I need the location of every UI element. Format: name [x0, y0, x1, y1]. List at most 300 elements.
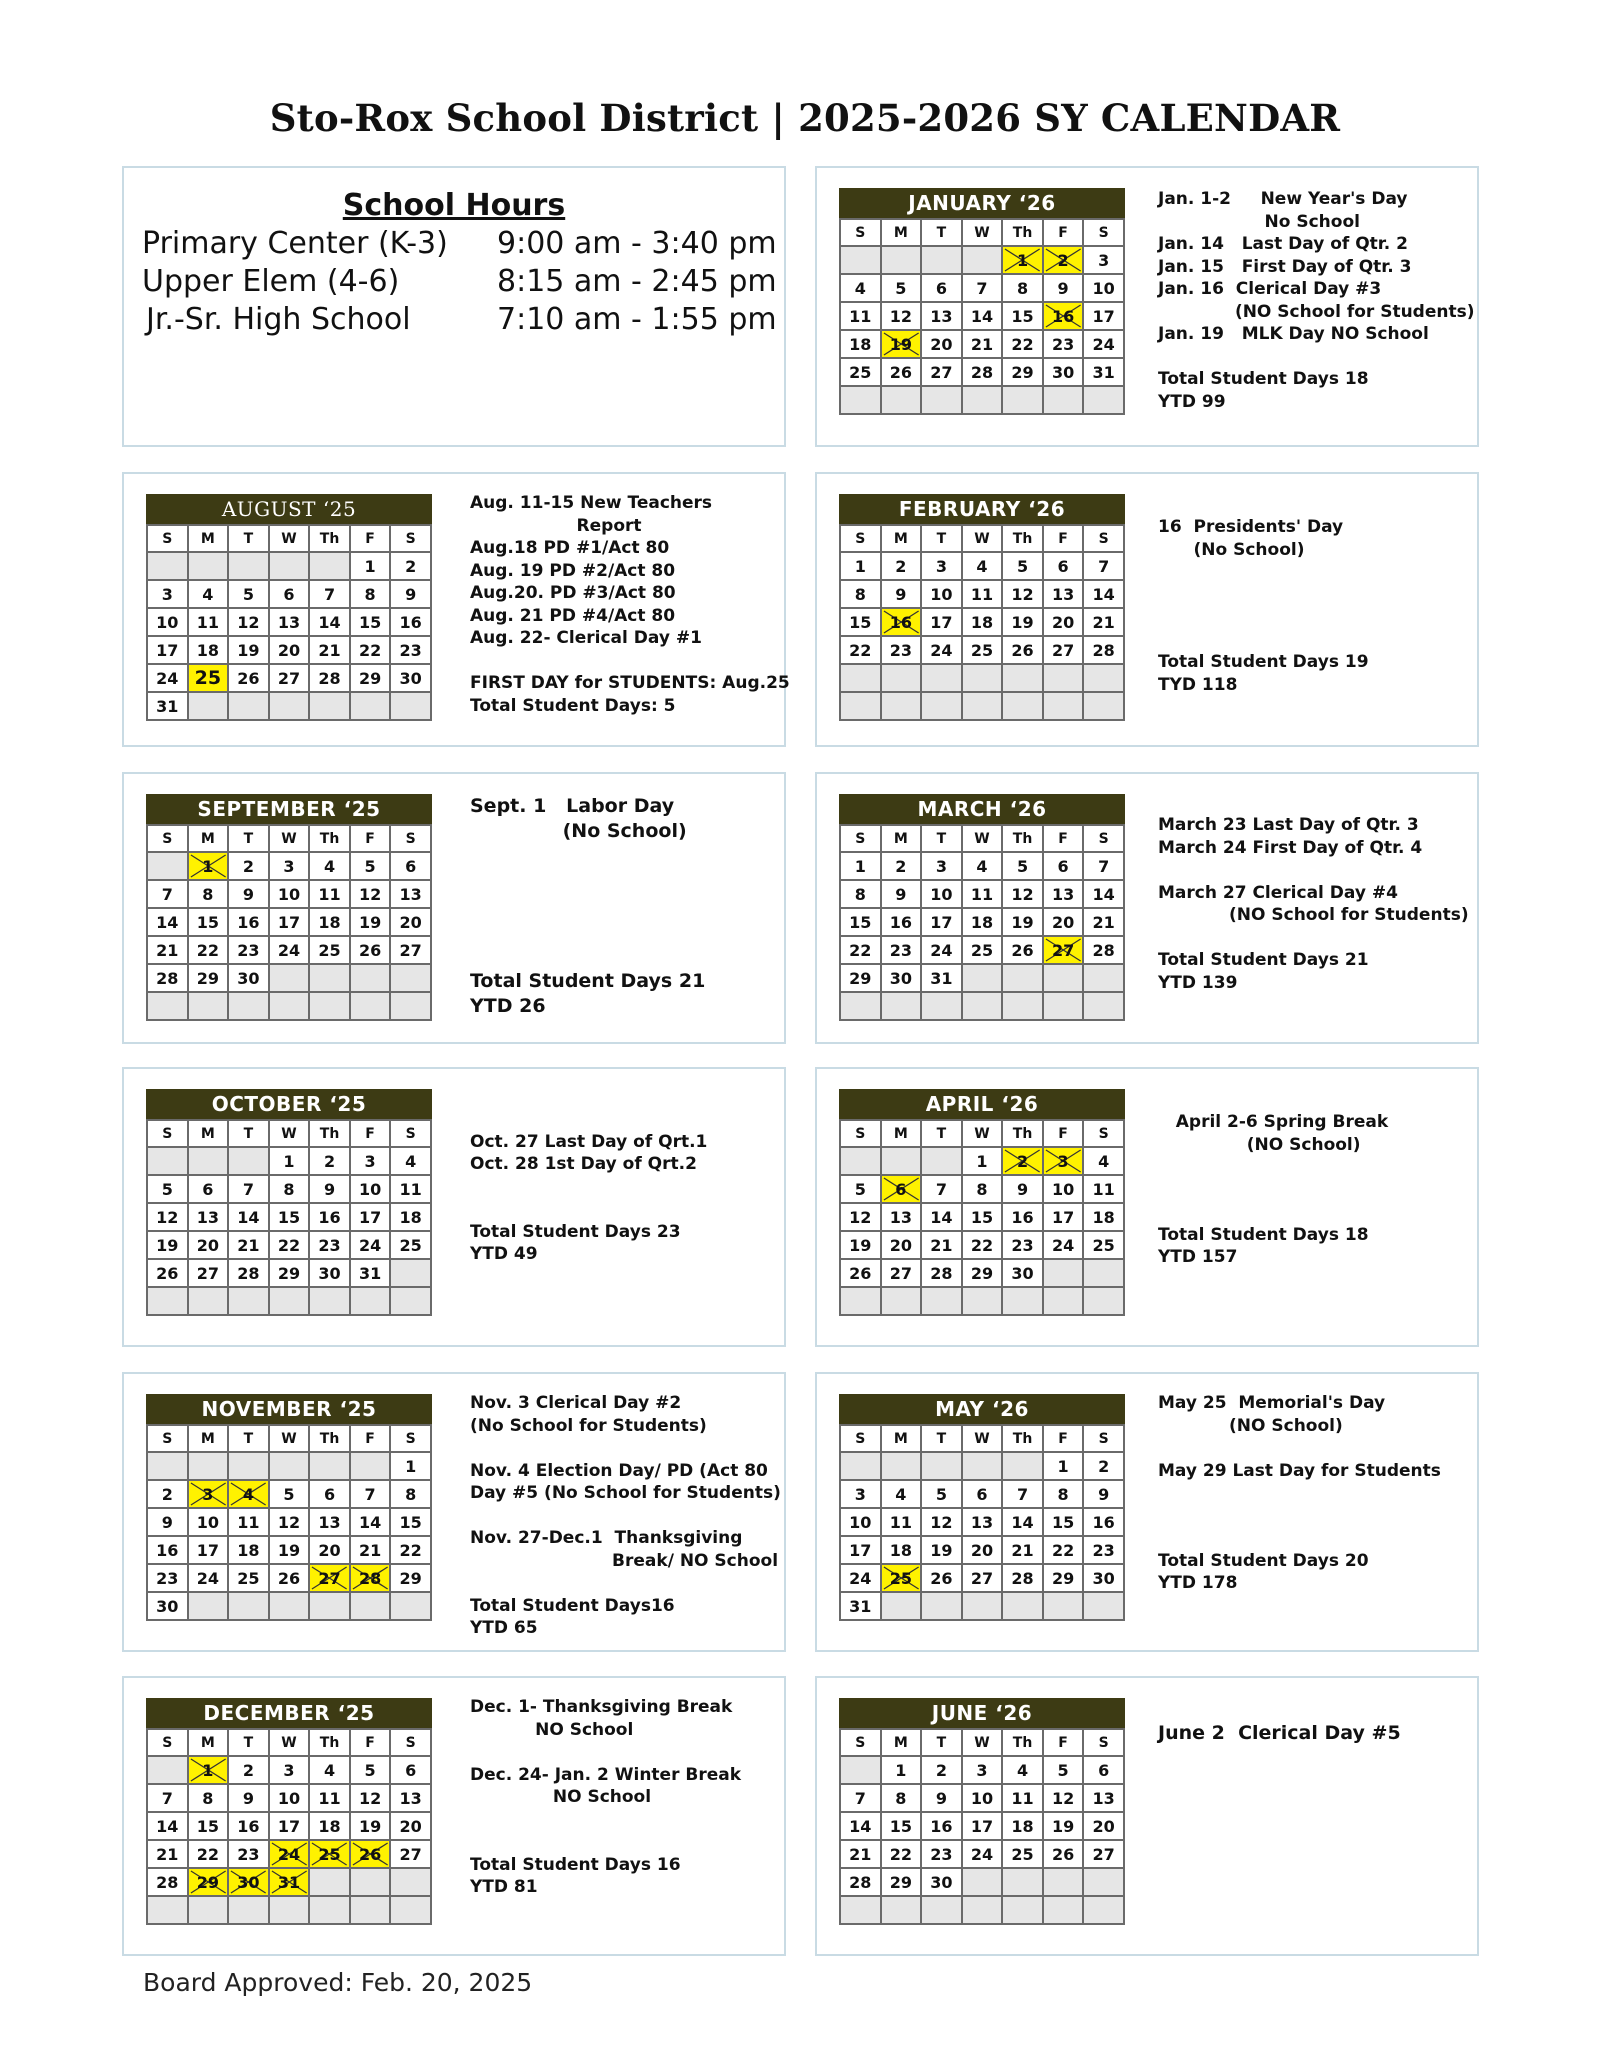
school-time: 7:10 am - 1:55 pm: [497, 302, 777, 337]
day-cell: 27: [390, 1840, 431, 1868]
day-cell: 21: [147, 1840, 188, 1868]
school-time: 9:00 am - 3:40 pm: [497, 226, 777, 261]
day-cell: 4: [881, 1480, 922, 1508]
day-cell: 20: [921, 330, 962, 358]
day-cell: 15: [188, 1812, 229, 1840]
day-cell: 30: [390, 664, 431, 692]
day-cell: 4: [390, 1147, 431, 1175]
no-school-day-cell: 1: [188, 1756, 229, 1784]
day-cell: 25: [390, 1231, 431, 1259]
day-cell: 31: [147, 692, 188, 720]
month-header: FEBRUARY ‘26: [839, 494, 1125, 524]
month-notes: Oct. 27 Last Day of Qrt.1 Oct. 28 1st Day of Qrt.2 Total Student Days 23 YTD 49: [470, 1131, 708, 1264]
day-cell: 3: [350, 1147, 391, 1175]
weekday-header: M: [881, 219, 922, 246]
empty-day-cell: [350, 692, 391, 720]
day-cell: 9: [1043, 274, 1084, 302]
day-cell: 8: [881, 1784, 922, 1812]
empty-day-cell: [269, 1452, 310, 1480]
day-cell: 8: [1043, 1480, 1084, 1508]
day-cell: 2: [309, 1147, 350, 1175]
empty-day-cell: [962, 992, 1003, 1020]
day-cell: 13: [921, 302, 962, 330]
day-cell: 5: [269, 1480, 310, 1508]
empty-day-cell: [147, 1896, 188, 1924]
day-cell: 9: [1002, 1175, 1043, 1203]
month-header: MAY ‘26: [839, 1394, 1125, 1424]
empty-day-cell: [840, 1896, 881, 1924]
empty-day-cell: [390, 692, 431, 720]
day-cell: 21: [962, 330, 1003, 358]
weekday-header: S: [1083, 525, 1124, 552]
day-cell: 28: [1002, 1564, 1043, 1592]
day-cell: 17: [269, 1812, 310, 1840]
empty-day-cell: [1043, 386, 1084, 414]
weekday-header: S: [840, 1729, 881, 1756]
weekday-header: M: [881, 1120, 922, 1147]
weekday-header: W: [269, 1425, 310, 1452]
day-cell: 11: [309, 1784, 350, 1812]
day-cell: 3: [147, 580, 188, 608]
day-cell: 23: [1083, 1536, 1124, 1564]
day-cell: 25: [228, 1564, 269, 1592]
day-cell: 1: [840, 852, 881, 880]
day-cell: 16: [881, 908, 922, 936]
day-cell: 13: [269, 608, 310, 636]
no-school-day-cell: 27: [1043, 936, 1084, 964]
day-cell: 23: [1043, 330, 1084, 358]
no-school-day-cell: 6: [881, 1175, 922, 1203]
calendar-grid: [839, 824, 1125, 1021]
empty-day-cell: [269, 552, 310, 580]
school-name: Upper Elem (4-6): [142, 264, 400, 299]
month-header: OCTOBER ‘25: [146, 1089, 432, 1119]
weekday-header: F: [350, 825, 391, 852]
weekday-header: T: [921, 525, 962, 552]
day-cell: 13: [1083, 1784, 1124, 1812]
month-notes: Aug. 11-15 New Teachers Report Aug.18 PD #1/Act 80 Aug. 19 PD #2/Act 80 Aug.20. PD #3/Act 80 Aug. 21 PD #4/Act 80 Aug. 22- Clerical Day #1 FIRST DAY for STUDENTS: Aug.25 Total Student Days: 5: [470, 493, 790, 716]
day-cell: 6: [269, 580, 310, 608]
day-cell: 6: [390, 1756, 431, 1784]
day-cell: 10: [840, 1508, 881, 1536]
day-cell: 7: [350, 1480, 391, 1508]
day-cell: 3: [269, 1756, 310, 1784]
day-cell: 30: [228, 964, 269, 992]
empty-day-cell: [309, 692, 350, 720]
weekday-header: M: [188, 825, 229, 852]
weekday-header: F: [1043, 1729, 1084, 1756]
empty-day-cell: [1083, 692, 1124, 720]
day-cell: 11: [1083, 1175, 1124, 1203]
empty-day-cell: [962, 692, 1003, 720]
month-notes: 16 Presidents' Day (No School) Total Student Days 19 TYD 118: [1158, 517, 1369, 695]
no-school-day-cell: 25: [309, 1840, 350, 1868]
empty-day-cell: [188, 1592, 229, 1620]
day-cell: 7: [147, 880, 188, 908]
empty-day-cell: [881, 1287, 922, 1315]
weekday-header: M: [188, 1425, 229, 1452]
day-cell: 18: [188, 636, 229, 664]
empty-day-cell: [390, 1259, 431, 1287]
day-cell: 17: [921, 908, 962, 936]
day-cell: 6: [1083, 1756, 1124, 1784]
day-cell: 29: [188, 964, 229, 992]
day-cell: 30: [147, 1592, 188, 1620]
day-cell: 7: [962, 274, 1003, 302]
empty-day-cell: [147, 1147, 188, 1175]
day-cell: 27: [1043, 636, 1084, 664]
weekday-header: F: [350, 525, 391, 552]
board-approval-footer: Board Approved: Feb. 20, 2025: [143, 1968, 533, 1997]
day-cell: 26: [269, 1564, 310, 1592]
day-cell: 6: [390, 852, 431, 880]
day-cell: 10: [921, 880, 962, 908]
day-cell: 29: [840, 964, 881, 992]
day-cell: 8: [962, 1175, 1003, 1203]
empty-day-cell: [188, 1287, 229, 1315]
weekday-header: M: [881, 1729, 922, 1756]
weekday-header: S: [1083, 825, 1124, 852]
school-name: Jr.-Sr. High School: [146, 302, 411, 337]
day-cell: 27: [921, 358, 962, 386]
empty-day-cell: [1002, 1868, 1043, 1896]
month-header: APRIL ‘26: [839, 1089, 1125, 1119]
empty-day-cell: [921, 1592, 962, 1620]
month-panel-nov: [122, 1372, 786, 1652]
weekday-header: W: [269, 825, 310, 852]
empty-day-cell: [1083, 1259, 1124, 1287]
empty-day-cell: [1043, 664, 1084, 692]
day-cell: 20: [390, 908, 431, 936]
weekday-header: M: [881, 825, 922, 852]
empty-day-cell: [350, 1287, 391, 1315]
day-cell: 1: [881, 1756, 922, 1784]
empty-day-cell: [1043, 964, 1084, 992]
month-calendar: [146, 1394, 432, 1621]
day-cell: 5: [228, 580, 269, 608]
day-cell: 21: [350, 1536, 391, 1564]
day-cell: 12: [840, 1203, 881, 1231]
weekday-header: S: [147, 1120, 188, 1147]
day-cell: 8: [188, 880, 229, 908]
day-cell: 30: [921, 1868, 962, 1896]
empty-day-cell: [350, 1592, 391, 1620]
day-cell: 28: [147, 1868, 188, 1896]
day-cell: 23: [147, 1564, 188, 1592]
day-cell: 17: [1083, 302, 1124, 330]
day-cell: 29: [1043, 1564, 1084, 1592]
day-cell: 3: [1083, 246, 1124, 274]
day-cell: 18: [1083, 1203, 1124, 1231]
day-cell: 15: [840, 608, 881, 636]
empty-day-cell: [309, 1452, 350, 1480]
empty-day-cell: [881, 246, 922, 274]
day-cell: 5: [147, 1175, 188, 1203]
empty-day-cell: [309, 1592, 350, 1620]
month-panel-dec: [122, 1676, 786, 1956]
empty-day-cell: [309, 1287, 350, 1315]
day-cell: 24: [350, 1231, 391, 1259]
empty-day-cell: [390, 1896, 431, 1924]
empty-day-cell: [840, 992, 881, 1020]
day-cell: 27: [881, 1259, 922, 1287]
day-cell: 5: [881, 274, 922, 302]
empty-day-cell: [269, 1896, 310, 1924]
day-cell: 14: [350, 1508, 391, 1536]
day-cell: 6: [921, 274, 962, 302]
day-cell: 24: [921, 936, 962, 964]
day-cell: 1: [1043, 1452, 1084, 1480]
day-cell: 9: [309, 1175, 350, 1203]
month-calendar: [146, 1089, 432, 1316]
day-cell: 11: [309, 880, 350, 908]
empty-day-cell: [840, 1147, 881, 1175]
day-cell: 9: [390, 580, 431, 608]
day-cell: 6: [1043, 852, 1084, 880]
empty-day-cell: [881, 664, 922, 692]
day-cell: 18: [962, 608, 1003, 636]
empty-day-cell: [1043, 992, 1084, 1020]
month-calendar: [839, 494, 1125, 721]
empty-day-cell: [228, 1452, 269, 1480]
empty-day-cell: [962, 1452, 1003, 1480]
day-cell: 23: [309, 1231, 350, 1259]
empty-day-cell: [309, 552, 350, 580]
empty-day-cell: [188, 992, 229, 1020]
day-cell: 25: [1002, 1840, 1043, 1868]
day-cell: 26: [228, 664, 269, 692]
day-cell: 14: [840, 1812, 881, 1840]
day-cell: 12: [228, 608, 269, 636]
day-cell: 16: [147, 1536, 188, 1564]
day-cell: 14: [147, 1812, 188, 1840]
month-notes: April 2-6 Spring Break (NO School) Total Student Days 18 YTD 157: [1158, 1112, 1389, 1267]
day-cell: 10: [269, 1784, 310, 1812]
no-school-day-cell: 27: [309, 1564, 350, 1592]
empty-day-cell: [1002, 1287, 1043, 1315]
day-cell: 16: [1002, 1203, 1043, 1231]
day-cell: 28: [840, 1868, 881, 1896]
day-cell: 7: [147, 1784, 188, 1812]
empty-day-cell: [350, 1868, 391, 1896]
month-calendar: [839, 1698, 1125, 1925]
no-school-day-cell: 29: [188, 1868, 229, 1896]
weekday-header: T: [921, 825, 962, 852]
calendar-grid: [146, 1119, 432, 1316]
day-cell: 4: [840, 274, 881, 302]
empty-day-cell: [390, 1287, 431, 1315]
empty-day-cell: [1083, 1592, 1124, 1620]
day-cell: 11: [1002, 1784, 1043, 1812]
weekday-header: F: [1043, 1425, 1084, 1452]
day-cell: 23: [1002, 1231, 1043, 1259]
day-cell: 2: [390, 552, 431, 580]
empty-day-cell: [962, 1287, 1003, 1315]
day-cell: 3: [962, 1756, 1003, 1784]
day-cell: 31: [921, 964, 962, 992]
weekday-header: T: [228, 1120, 269, 1147]
no-school-day-cell: 26: [350, 1840, 391, 1868]
day-cell: 14: [1083, 580, 1124, 608]
weekday-header: S: [840, 1425, 881, 1452]
day-cell: 5: [350, 1756, 391, 1784]
day-cell: 29: [269, 1259, 310, 1287]
day-cell: 3: [269, 852, 310, 880]
empty-day-cell: [350, 964, 391, 992]
day-cell: 21: [1083, 608, 1124, 636]
weekday-header: Th: [309, 1729, 350, 1756]
empty-day-cell: [921, 246, 962, 274]
weekday-header: W: [962, 1425, 1003, 1452]
day-cell: 10: [350, 1175, 391, 1203]
day-cell: 12: [350, 1784, 391, 1812]
weekday-header: M: [881, 525, 922, 552]
empty-day-cell: [840, 1287, 881, 1315]
weekday-header: Th: [1002, 525, 1043, 552]
day-cell: 2: [881, 852, 922, 880]
day-cell: 11: [840, 302, 881, 330]
empty-day-cell: [269, 964, 310, 992]
month-panel-mar: [815, 772, 1479, 1044]
empty-day-cell: [1043, 1592, 1084, 1620]
day-cell: 7: [840, 1784, 881, 1812]
empty-day-cell: [309, 1896, 350, 1924]
day-cell: 3: [921, 852, 962, 880]
weekday-header: F: [1043, 525, 1084, 552]
no-school-day-cell: 31: [269, 1868, 310, 1896]
day-cell: 8: [350, 580, 391, 608]
day-cell: 22: [188, 936, 229, 964]
day-cell: 29: [390, 1564, 431, 1592]
empty-day-cell: [1002, 1452, 1043, 1480]
empty-day-cell: [1083, 664, 1124, 692]
weekday-header: S: [1083, 1729, 1124, 1756]
no-school-day-cell: 4: [228, 1480, 269, 1508]
day-cell: 7: [921, 1175, 962, 1203]
day-cell: 6: [1043, 552, 1084, 580]
school-time: 8:15 am - 2:45 pm: [497, 264, 777, 299]
day-cell: 4: [1002, 1756, 1043, 1784]
calendar-grid: [146, 824, 432, 1021]
day-cell: 5: [1002, 552, 1043, 580]
calendar-grid: [839, 1728, 1125, 1925]
day-cell: 13: [962, 1508, 1003, 1536]
day-cell: 24: [840, 1564, 881, 1592]
weekday-header: Th: [1002, 1729, 1043, 1756]
day-cell: 18: [881, 1536, 922, 1564]
empty-day-cell: [228, 552, 269, 580]
day-cell: 1: [840, 552, 881, 580]
day-cell: 19: [921, 1536, 962, 1564]
empty-day-cell: [1002, 386, 1043, 414]
weekday-header: S: [390, 525, 431, 552]
month-header: SEPTEMBER ‘25: [146, 794, 432, 824]
day-cell: 17: [1043, 1203, 1084, 1231]
calendar-grid: [146, 1424, 432, 1621]
empty-day-cell: [1002, 1592, 1043, 1620]
empty-day-cell: [269, 992, 310, 1020]
day-cell: 2: [228, 1756, 269, 1784]
day-cell: 19: [350, 1812, 391, 1840]
day-cell: 17: [269, 908, 310, 936]
day-cell: 9: [881, 880, 922, 908]
day-cell: 21: [1002, 1536, 1043, 1564]
empty-day-cell: [309, 964, 350, 992]
weekday-header: M: [188, 525, 229, 552]
day-cell: 1: [350, 552, 391, 580]
calendar-grid: [146, 524, 432, 721]
empty-day-cell: [147, 1287, 188, 1315]
day-cell: 7: [228, 1175, 269, 1203]
day-cell: 11: [962, 580, 1003, 608]
empty-day-cell: [962, 246, 1003, 274]
day-cell: 22: [840, 636, 881, 664]
month-calendar: [839, 188, 1125, 415]
empty-day-cell: [881, 692, 922, 720]
empty-day-cell: [1043, 1259, 1084, 1287]
empty-day-cell: [921, 692, 962, 720]
empty-day-cell: [390, 1592, 431, 1620]
empty-day-cell: [881, 1147, 922, 1175]
empty-day-cell: [269, 1592, 310, 1620]
day-cell: 26: [921, 1564, 962, 1592]
empty-day-cell: [1002, 992, 1043, 1020]
day-cell: 10: [1043, 1175, 1084, 1203]
day-cell: 29: [1002, 358, 1043, 386]
empty-day-cell: [962, 386, 1003, 414]
day-cell: 18: [309, 1812, 350, 1840]
day-cell: 13: [1043, 880, 1084, 908]
empty-day-cell: [228, 1287, 269, 1315]
day-cell: 13: [1043, 580, 1084, 608]
day-cell: 19: [147, 1231, 188, 1259]
empty-day-cell: [921, 386, 962, 414]
weekday-header: T: [921, 1120, 962, 1147]
first-day-cell: 25: [188, 664, 229, 692]
day-cell: 14: [309, 608, 350, 636]
empty-day-cell: [881, 1592, 922, 1620]
month-calendar: [146, 794, 432, 1021]
day-cell: 8: [840, 580, 881, 608]
empty-day-cell: [1002, 692, 1043, 720]
day-cell: 9: [921, 1784, 962, 1812]
day-cell: 6: [309, 1480, 350, 1508]
day-cell: 10: [921, 580, 962, 608]
empty-day-cell: [921, 992, 962, 1020]
month-notes: Sept. 1 Labor Day (No School) Total Student Days 21 YTD 26: [470, 795, 706, 1017]
empty-day-cell: [1043, 1287, 1084, 1315]
day-cell: 26: [840, 1259, 881, 1287]
weekday-header: S: [1083, 1120, 1124, 1147]
day-cell: 21: [1083, 908, 1124, 936]
empty-day-cell: [921, 664, 962, 692]
weekday-header: F: [1043, 825, 1084, 852]
weekday-header: T: [228, 825, 269, 852]
weekday-header: W: [269, 525, 310, 552]
empty-day-cell: [921, 1452, 962, 1480]
month-notes: Dec. 1- Thanksgiving Break NO School Dec. 24- Jan. 2 Winter Break NO School Total Student Days 16 YTD 81: [470, 1697, 742, 1897]
no-school-day-cell: 1: [1002, 246, 1043, 274]
day-cell: 13: [881, 1203, 922, 1231]
day-cell: 4: [188, 580, 229, 608]
day-cell: 14: [962, 302, 1003, 330]
month-notes: June 2 Clerical Day #5: [1158, 1722, 1401, 1744]
day-cell: 2: [147, 1480, 188, 1508]
day-cell: 7: [309, 580, 350, 608]
empty-day-cell: [921, 1896, 962, 1924]
day-cell: 26: [1043, 1840, 1084, 1868]
empty-day-cell: [147, 992, 188, 1020]
